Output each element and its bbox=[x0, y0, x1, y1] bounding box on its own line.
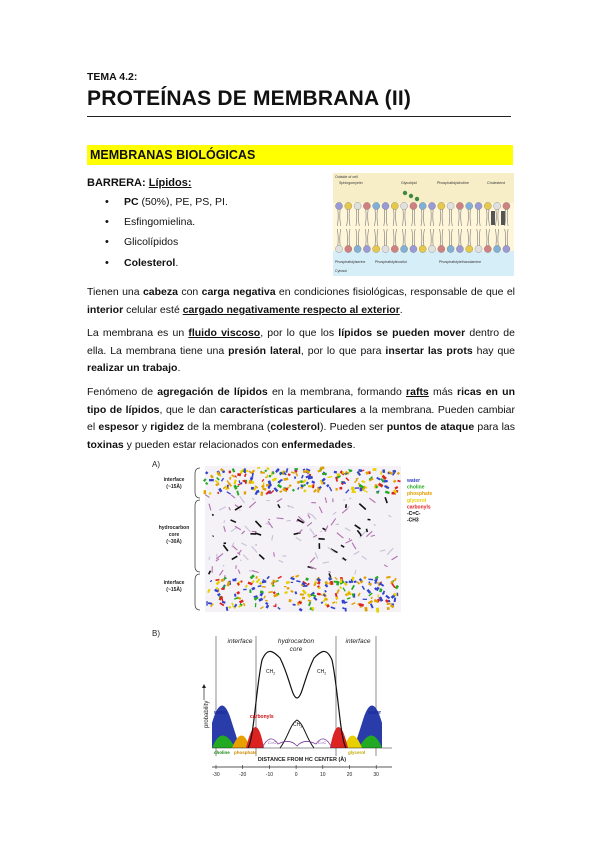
paragraph-rafts: Fenómeno de agregación de lípidos en la membrana, formando rafts más ricas en un tipo de lípidos, que le dan características particulares a la membrana. Pueden cambiar el espesor y rigidez de la membrana (colesterol). Pueden ser puntos de ataque para las toxinas y pueden estar relacionados con enfermedades. bbox=[87, 386, 516, 451]
phosphatidylethanolamine-label: Phosphatidylethanolamine bbox=[439, 260, 482, 264]
legend-carbonyls: carbonyls bbox=[407, 504, 431, 511]
x-axis-label: DISTANCE FROM HC CENTER (Å) bbox=[257, 757, 347, 763]
page-title: PROTEÍNAS DE MEMBRANA (II) bbox=[87, 87, 412, 110]
sphingomyelin-label: Sphingomyelin bbox=[339, 181, 363, 185]
outside-label: Outside of cell bbox=[335, 175, 358, 179]
x-tick-label: 0 bbox=[294, 772, 298, 778]
list-item-text: (50%), PE, PS, PI. bbox=[138, 196, 228, 208]
cytosol-label: Cytosol bbox=[335, 269, 347, 273]
paragraph-charge: Tienen una cabeza con carga negativa en condiciones fisiológicas, responsable de que el interior celular esté cargado negativamente respecto al exterior. bbox=[87, 286, 515, 316]
section-heading-bar bbox=[87, 145, 513, 165]
x-tick-label: -20 bbox=[239, 772, 247, 778]
topic-number: TEMA 4.2: bbox=[87, 71, 138, 83]
legend-glycerol: glycerol bbox=[407, 497, 427, 504]
paragraph-fluid: La membrana es un fluido viscoso, por lo que los lípidos se pueden mover dentro de ella. La membrana tiene una presión lateral, por lo que para insertar las prots hay que realizar un trabajo. bbox=[87, 327, 515, 374]
glycerol-label: glycerol bbox=[348, 750, 366, 755]
membrane-bilayer-figure bbox=[333, 173, 514, 276]
cc-left-label: C=C bbox=[268, 740, 277, 745]
legend-choline: choline bbox=[407, 484, 425, 491]
lipidos-label: Lípidos: bbox=[148, 177, 192, 189]
interface-top-size: (~15Å) bbox=[166, 484, 182, 490]
list-item bbox=[87, 195, 228, 215]
panel-a-label: A) bbox=[152, 460, 160, 469]
bilayer-simulation-figure bbox=[150, 458, 455, 623]
x-tick-label: 20 bbox=[346, 772, 353, 778]
cholesterol-label: Cholesterol bbox=[487, 181, 506, 185]
list-item-bold: Colesterol bbox=[124, 256, 176, 269]
section-heading: MEMBRANAS BIOLÓGICAS bbox=[90, 148, 256, 162]
ch2-right-label: $CH_2$ bbox=[317, 669, 327, 676]
core-size: (~30Å) bbox=[166, 539, 182, 545]
ch3-label: $CH_3$ bbox=[293, 722, 303, 729]
y-axis-label: probability bbox=[204, 700, 210, 728]
interface-bottom-size: (~15Å) bbox=[166, 587, 182, 593]
legend-phosphate: phosphate bbox=[407, 491, 433, 498]
probability-profile-figure bbox=[150, 628, 400, 780]
barrera-heading bbox=[87, 177, 192, 189]
phosphate-label: phosphate bbox=[234, 750, 257, 755]
list-item bbox=[87, 256, 228, 276]
water-right-label: water bbox=[368, 710, 382, 716]
choline-label: choline bbox=[214, 750, 230, 755]
title-underline bbox=[87, 116, 511, 117]
core-label-2: core bbox=[168, 532, 180, 538]
list-item-bold: PC bbox=[124, 196, 139, 208]
legend-water: water bbox=[407, 478, 421, 484]
core-bottom-label: core bbox=[289, 646, 303, 653]
water-left-label: water bbox=[214, 710, 228, 716]
list-item-text: . bbox=[175, 256, 179, 269]
list-item bbox=[87, 215, 228, 235]
core-top-label: hydrocarbon bbox=[277, 638, 315, 645]
phosphatidylserine-label: Phosphatidylserine bbox=[335, 260, 366, 264]
legend-cc: -C=C- bbox=[407, 511, 421, 517]
phosphatidylinositol-label: Phosphatidylinositol bbox=[375, 260, 407, 264]
lipid-list bbox=[87, 195, 228, 276]
x-tick-label: 30 bbox=[373, 772, 379, 778]
phosphatidylcholine-label: Phosphatidylcholine bbox=[437, 181, 469, 185]
barrera-label: BARRERA: bbox=[87, 177, 149, 189]
cc-right-label: C=C bbox=[318, 740, 327, 745]
carbonyls-label: carbonyls bbox=[250, 714, 274, 720]
list-item bbox=[87, 235, 228, 255]
glycolipid-label: Glycolipid bbox=[401, 181, 417, 185]
interface-right-label: interface bbox=[345, 638, 371, 645]
x-tick-label: -10 bbox=[265, 772, 274, 778]
x-tick-label: 10 bbox=[320, 772, 326, 778]
list-item-text: Esfingomielina. bbox=[124, 216, 196, 229]
interface-bottom-label: interface bbox=[163, 580, 185, 586]
x-tick-label: -30 bbox=[212, 772, 220, 778]
ch2-left-label: $CH_2$ bbox=[266, 669, 276, 676]
legend-ch3: -CH3 bbox=[407, 517, 419, 524]
list-item-text: Glicolípidos bbox=[124, 236, 179, 249]
interface-top-label: interface bbox=[163, 477, 185, 483]
interface-left-label: interface bbox=[227, 638, 253, 645]
panel-b-label: B) bbox=[152, 629, 160, 638]
core-label: hydrocarbon bbox=[158, 525, 190, 531]
